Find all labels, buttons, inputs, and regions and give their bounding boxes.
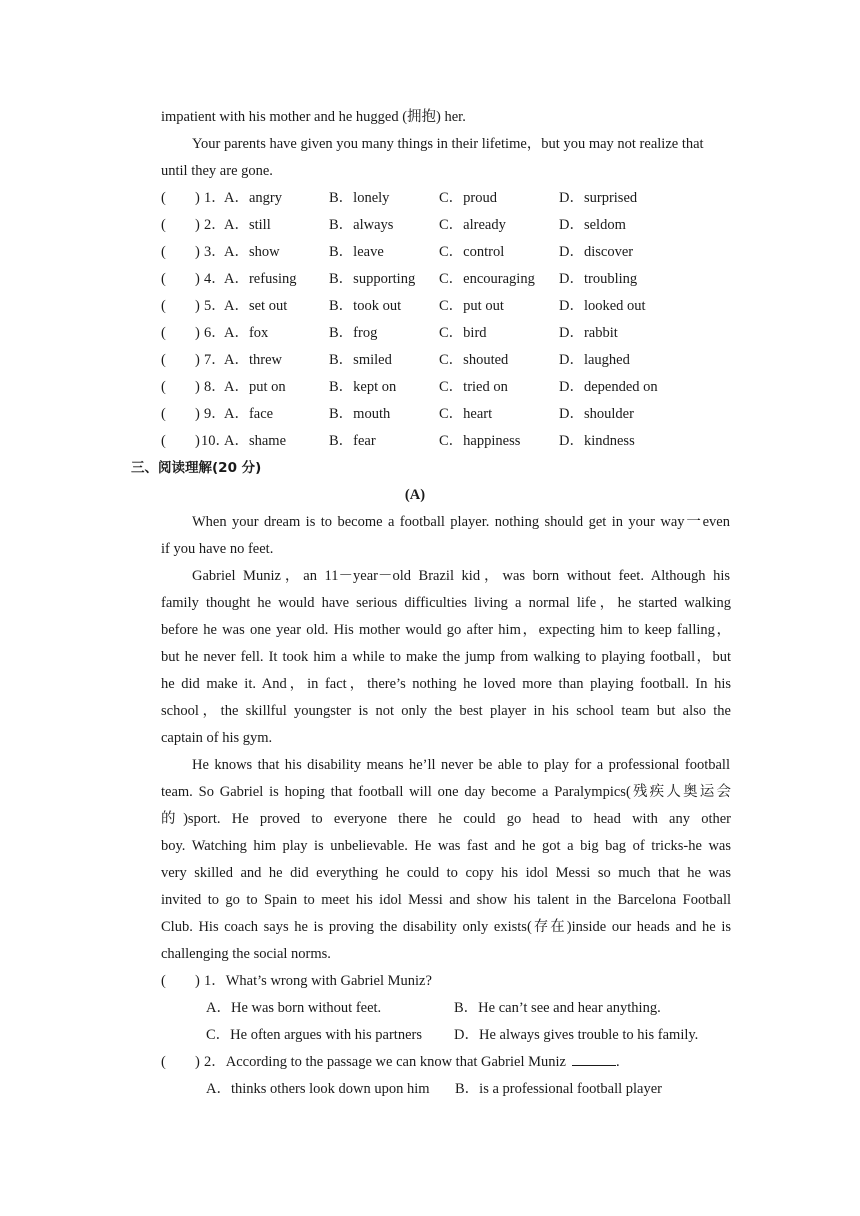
answer-paren-close: )	[195, 433, 200, 449]
answer-paren-open: (	[161, 379, 166, 395]
answer-paren-close: )	[195, 298, 200, 314]
option-c: C．already	[439, 217, 506, 233]
passage-line: team. So Gabriel is hoping that football will one day become a Paralympics(残疾人奥运会	[161, 784, 731, 800]
answer-paren-close: )	[195, 406, 200, 422]
option-b: B．lonely	[329, 190, 390, 206]
item-number: 9．	[204, 406, 226, 422]
question-2-options-row-1	[161, 1076, 761, 1103]
cloze-option-row	[161, 293, 761, 320]
option-a: A．still	[224, 217, 271, 233]
answer-paren-open: (	[161, 325, 166, 341]
item-number: 4．	[204, 271, 226, 287]
passage-line: When your dream is to become a football player. nothing should get in your way一even	[192, 514, 730, 530]
answer-paren-open: (	[161, 352, 166, 368]
intro-line-2: Your parents have given you many things in their lifetime，but you may not realize that	[192, 136, 704, 152]
question-1	[161, 968, 761, 995]
option-a: A．set out	[224, 298, 288, 314]
answer-paren-open: (	[161, 1054, 166, 1070]
option-b: B．always	[329, 217, 394, 233]
question-stem: 2．According to the passage we can know that Gabriel Muniz	[204, 1054, 566, 1070]
answer-paren-close: )	[195, 217, 200, 233]
answer-paren-open: (	[161, 217, 166, 233]
question-option: A．thinks others look down upon him	[206, 1081, 430, 1097]
passage-title: (A)	[404, 487, 426, 503]
cloze-option-row	[161, 347, 761, 374]
cloze-option-row	[161, 185, 761, 212]
item-number: 3．	[204, 244, 226, 260]
question-option: B．is a professional football player	[455, 1081, 662, 1097]
passage-line: family thought he would have serious difficulties living a normal life，he started walking	[161, 595, 731, 611]
option-a: A．angry	[224, 190, 282, 206]
answer-paren-open: (	[161, 973, 166, 989]
passage-line: 的)sport. He proved to everyone there he could go head to head with any other	[161, 811, 731, 827]
answer-paren-open: (	[161, 406, 166, 422]
item-number: 6．	[204, 325, 226, 341]
passage-line: he did make it. And，in fact，there’s nothing he loved more than playing football. In his	[161, 676, 731, 692]
item-number: 8．	[204, 379, 226, 395]
option-d: D．surprised	[559, 190, 638, 206]
passage-line: Gabriel Muniz，an 11－year－old Brazil kid，was born without feet. Although his	[192, 568, 730, 584]
passage-line: He knows that his disability means he’ll never be able to play for a professional football	[192, 757, 730, 773]
passage-line: school，the skillful youngster is not only the best player in his school team but also the	[161, 703, 731, 719]
option-c: C．tried on	[439, 379, 508, 395]
option-d: D．kindness	[559, 433, 635, 449]
option-a: A．put on	[224, 379, 286, 395]
item-number: 5．	[204, 298, 226, 314]
question-stem: 1．What’s wrong with Gabriel Muniz?	[204, 973, 432, 989]
option-d: D．shoulder	[559, 406, 634, 422]
option-a: A．shame	[224, 433, 287, 449]
question-option: B．He can’t see and hear anything.	[454, 1000, 661, 1016]
option-d: D．discover	[559, 244, 634, 260]
intro-line-1: impatient with his mother and he hugged (拥抱) her.	[161, 109, 466, 125]
question-option: A．He was born without feet.	[206, 1000, 382, 1016]
question-option: C．He often argues with his partners	[206, 1027, 422, 1043]
passage-line: but he never fell. It took him a while to make the jump from walking to playing football，but	[161, 649, 731, 665]
answer-blank	[572, 1051, 616, 1066]
passage-line: before he was one year old. His mother would go after him，expecting him to keep falling，	[161, 622, 731, 638]
option-d: D．rabbit	[559, 325, 618, 341]
option-c: C．proud	[439, 190, 497, 206]
option-c: C．shouted	[439, 352, 509, 368]
question-option: D．He always gives trouble to his family.	[454, 1027, 699, 1043]
answer-paren-close: )	[195, 190, 200, 206]
passage-line: challenging the social norms.	[161, 946, 331, 962]
item-number: 7．	[204, 352, 226, 368]
item-number: 10．	[201, 433, 230, 449]
option-b: B．kept on	[329, 379, 397, 395]
option-a: A．face	[224, 406, 274, 422]
question-1-options-row-2	[161, 1022, 761, 1049]
answer-paren-close: )	[195, 271, 200, 287]
answer-paren-open: (	[161, 244, 166, 260]
answer-paren-close: )	[195, 325, 200, 341]
option-b: B．supporting	[329, 271, 416, 287]
option-a: A．threw	[224, 352, 282, 368]
option-a: A．fox	[224, 325, 269, 341]
passage-line: Club. His coach says he is proving the disability only exists(存在)inside our heads and he is	[161, 919, 731, 935]
answer-paren-open: (	[161, 298, 166, 314]
answer-paren-open: (	[161, 271, 166, 287]
option-b: B．smiled	[329, 352, 392, 368]
item-number: 1．	[204, 190, 226, 206]
option-c: C．encouraging	[439, 271, 535, 287]
option-d: D．depended on	[559, 379, 658, 395]
option-d: D．laughed	[559, 352, 630, 368]
item-number: 2．	[204, 217, 226, 233]
answer-paren-close: )	[195, 1054, 200, 1070]
question-stem-wrap	[204, 1049, 620, 1076]
option-d: D．seldom	[559, 217, 626, 233]
option-d: D．looked out	[559, 298, 646, 314]
answer-paren-close: )	[195, 352, 200, 368]
intro-line-3: until they are gone.	[161, 163, 273, 179]
option-b: B．mouth	[329, 406, 391, 422]
section-heading: 三、阅读理解(20 分)	[131, 460, 262, 476]
cloze-option-row	[161, 320, 761, 347]
option-b: B．leave	[329, 244, 384, 260]
option-c: C．bird	[439, 325, 487, 341]
option-b: B．frog	[329, 325, 378, 341]
option-b: B．took out	[329, 298, 402, 314]
passage-line: if you have no feet.	[161, 541, 274, 557]
passage-line: boy. Watching him play is unbelievable. He was fast and he got a big bag of tricks-he was	[161, 838, 731, 854]
question-2	[161, 1049, 761, 1076]
passage-line: very skilled and he did everything he could to copy his idol Messi so much that he was	[161, 865, 731, 881]
question-1-options-row-1	[161, 995, 761, 1022]
cloze-option-row	[161, 239, 761, 266]
answer-paren-open: (	[161, 190, 166, 206]
option-c: C．control	[439, 244, 505, 260]
option-c: C．put out	[439, 298, 504, 314]
answer-paren-close: )	[195, 244, 200, 260]
cloze-option-row	[161, 266, 761, 293]
option-c: C．heart	[439, 406, 493, 422]
cloze-option-row	[161, 212, 761, 239]
cloze-option-row	[161, 374, 761, 401]
option-c: C．happiness	[439, 433, 521, 449]
answer-paren-close: )	[195, 973, 200, 989]
cloze-option-row	[161, 401, 761, 428]
passage-line: captain of his gym.	[161, 730, 273, 746]
option-b: B．fear	[329, 433, 376, 449]
question-stem-end: .	[616, 1054, 620, 1070]
answer-paren-close: )	[195, 379, 200, 395]
passage-line: invited to go to Spain to meet his idol Messi and show his talent in the Barcelona Football	[161, 892, 731, 908]
option-a: A．show	[224, 244, 280, 260]
answer-paren-open: (	[161, 433, 166, 449]
option-d: D．troubling	[559, 271, 638, 287]
option-a: A．refusing	[224, 271, 297, 287]
cloze-option-row	[161, 428, 761, 455]
